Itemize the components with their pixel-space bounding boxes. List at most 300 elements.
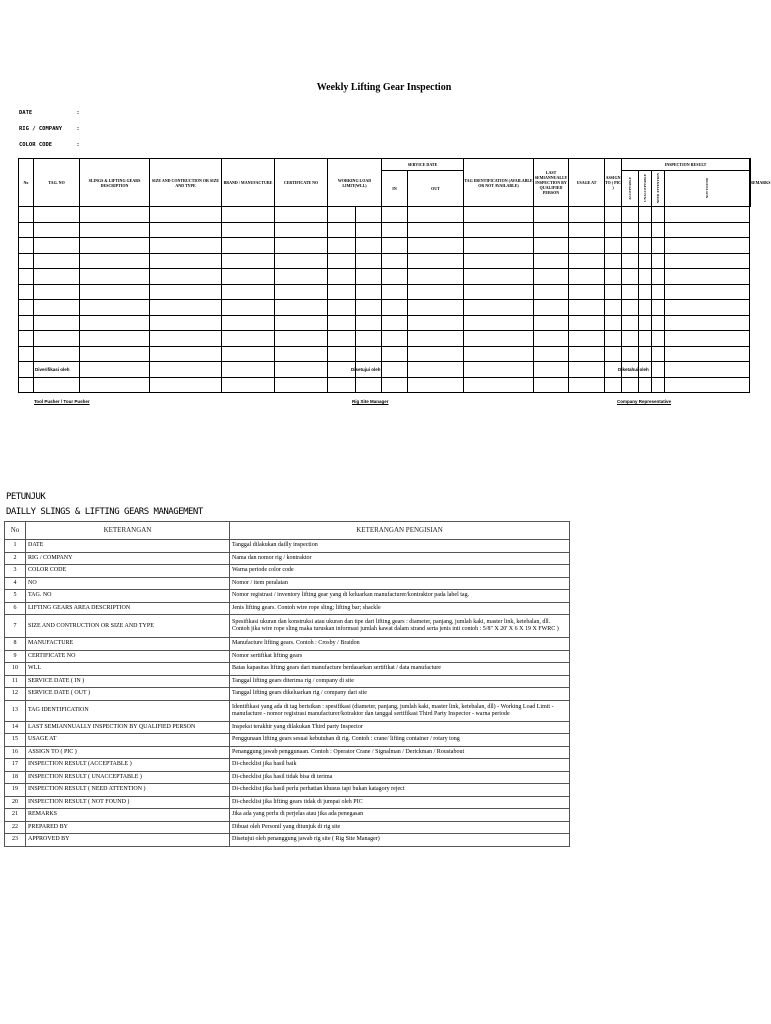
table-cell[interactable] xyxy=(80,377,150,393)
table-cell[interactable] xyxy=(464,346,534,362)
table-cell[interactable] xyxy=(275,207,328,223)
table-cell[interactable] xyxy=(464,284,534,300)
guide-row-no: 16 xyxy=(5,746,26,759)
table-cell[interactable] xyxy=(150,269,222,285)
table-cell[interactable] xyxy=(328,269,356,285)
table-cell[interactable] xyxy=(605,331,622,347)
table-cell[interactable] xyxy=(652,346,665,362)
table-cell[interactable] xyxy=(569,284,605,300)
table-cell[interactable] xyxy=(222,300,275,316)
color-code-field: COLOR CODE : xyxy=(19,142,79,148)
table-cell[interactable] xyxy=(382,331,408,347)
table-cell[interactable] xyxy=(356,377,382,393)
table-cell[interactable] xyxy=(464,269,534,285)
table-cell[interactable] xyxy=(665,238,750,254)
table-cell[interactable] xyxy=(665,207,750,223)
col-unacceptable-header: UNACCEPTABLE xyxy=(642,174,647,202)
table-cell[interactable] xyxy=(328,300,356,316)
table-cell[interactable] xyxy=(665,300,750,316)
guide-row-no: 4 xyxy=(5,577,26,590)
table-cell[interactable] xyxy=(275,253,328,269)
table-row xyxy=(19,207,751,223)
table-cell[interactable] xyxy=(34,222,80,238)
table-cell[interactable] xyxy=(150,238,222,254)
table-cell[interactable] xyxy=(622,269,639,285)
table-cell[interactable] xyxy=(652,300,665,316)
table-cell[interactable] xyxy=(408,362,464,378)
guide-row-pengisian: Di-checklist jika hasil perlu perhatian khusus tapi bukan katagory reject xyxy=(230,784,570,797)
table-cell[interactable] xyxy=(464,300,534,316)
table-cell[interactable] xyxy=(534,284,569,300)
table-cell[interactable] xyxy=(80,346,150,362)
guide-col-keterangan: KETERANGAN xyxy=(26,522,230,540)
col-usage-header: USAGE AT xyxy=(569,159,605,207)
table-cell[interactable] xyxy=(382,300,408,316)
table-cell[interactable] xyxy=(34,315,80,331)
guide-row-keterangan: INSPECTION RESULT ( UNACCEPTABLE ) xyxy=(26,771,230,784)
table-cell[interactable] xyxy=(150,284,222,300)
table-cell[interactable] xyxy=(80,238,150,254)
guide-row-no: 11 xyxy=(5,675,26,688)
table-cell[interactable] xyxy=(569,362,605,378)
table-cell[interactable] xyxy=(222,253,275,269)
table-cell[interactable] xyxy=(80,315,150,331)
table-cell[interactable] xyxy=(34,377,80,393)
guide-row-no: 3 xyxy=(5,565,26,578)
list-item xyxy=(5,746,570,759)
table-cell[interactable] xyxy=(605,238,622,254)
table-cell[interactable] xyxy=(665,253,750,269)
table-cell[interactable] xyxy=(356,284,382,300)
table-cell[interactable] xyxy=(34,346,80,362)
table-cell[interactable] xyxy=(569,315,605,331)
table-row xyxy=(19,315,751,331)
petunjuk-table xyxy=(4,521,570,847)
table-cell[interactable] xyxy=(605,284,622,300)
table-row xyxy=(19,300,751,316)
table-row xyxy=(19,331,751,347)
table-cell[interactable] xyxy=(328,377,356,393)
table-cell[interactable] xyxy=(34,300,80,316)
table-cell[interactable] xyxy=(652,331,665,347)
guide-row-no: 20 xyxy=(5,796,26,809)
table-cell[interactable] xyxy=(569,238,605,254)
table-cell[interactable] xyxy=(639,253,652,269)
table-cell[interactable] xyxy=(534,377,569,393)
table-cell[interactable] xyxy=(19,346,34,362)
table-cell[interactable] xyxy=(652,362,665,378)
table-cell[interactable] xyxy=(382,362,408,378)
table-cell[interactable] xyxy=(34,331,80,347)
table-cell[interactable] xyxy=(605,222,622,238)
rig-company-field: RIG / COMPANY : xyxy=(19,126,79,132)
service-date-header: SERVICE DATE xyxy=(382,159,464,171)
table-cell[interactable] xyxy=(665,315,750,331)
table-cell[interactable] xyxy=(464,377,534,393)
table-cell[interactable] xyxy=(534,207,569,223)
table-cell[interactable] xyxy=(605,253,622,269)
guide-row-pengisian: Nomor sertifikat lifting gears xyxy=(230,650,570,663)
table-cell[interactable] xyxy=(534,238,569,254)
guide-row-pengisian: Spesifikasi ukuran dan konstruksi atau ukuran dan tipe dari lifting gears : diameter, panjang, jumlah kaki, master link, ketebalan, dll. Contoh jika wire rope sling maka turuskan informasi jumlah kawat dalam strand serta jenis inti contoh : 5/8" X 20' X 6 X 19 X FWRC ) xyxy=(230,615,570,638)
col-semi-header: LAST SEMIANNUALLY INSPECTION BY QUALIFIED PERSON xyxy=(534,159,569,207)
table-cell[interactable] xyxy=(382,238,408,254)
table-cell[interactable] xyxy=(639,222,652,238)
table-cell[interactable] xyxy=(569,377,605,393)
table-cell[interactable] xyxy=(534,269,569,285)
table-cell[interactable] xyxy=(222,331,275,347)
table-cell[interactable] xyxy=(534,346,569,362)
table-cell[interactable] xyxy=(382,377,408,393)
table-cell[interactable] xyxy=(639,238,652,254)
table-cell[interactable] xyxy=(639,269,652,285)
guide-row-keterangan: WLL xyxy=(26,663,230,676)
table-cell[interactable] xyxy=(275,362,328,378)
table-cell[interactable] xyxy=(665,222,750,238)
list-item xyxy=(5,650,570,663)
table-cell[interactable] xyxy=(534,222,569,238)
table-cell[interactable] xyxy=(652,284,665,300)
table-cell[interactable] xyxy=(19,269,34,285)
table-cell[interactable] xyxy=(222,346,275,362)
table-cell[interactable] xyxy=(34,253,80,269)
table-cell[interactable] xyxy=(19,253,34,269)
table-cell[interactable] xyxy=(150,222,222,238)
table-cell[interactable] xyxy=(382,269,408,285)
list-item xyxy=(5,552,570,565)
table-cell[interactable] xyxy=(639,331,652,347)
table-cell[interactable] xyxy=(605,346,622,362)
guide-col-pengisian: KETERANGAN PENGISIAN xyxy=(230,522,570,540)
table-cell[interactable] xyxy=(652,377,665,393)
col-acceptable-header: ACCEPTABLE xyxy=(627,176,632,200)
table-cell[interactable] xyxy=(80,284,150,300)
guide-row-keterangan: INSPECTION RESULT ( NOT FOUND ) xyxy=(26,796,230,809)
table-cell[interactable] xyxy=(275,346,328,362)
table-cell[interactable] xyxy=(622,300,639,316)
approved-signature-label: Disetujui oleh xyxy=(351,367,381,372)
inspection-table xyxy=(18,158,771,393)
guide-row-keterangan: NO xyxy=(26,577,230,590)
list-item xyxy=(5,663,570,676)
table-cell[interactable] xyxy=(639,346,652,362)
inspection-result-header: INSPECTION RESULT xyxy=(622,159,750,171)
table-cell[interactable] xyxy=(622,284,639,300)
witness-signature-label: Diketahui oleh xyxy=(618,367,649,372)
table-cell[interactable] xyxy=(408,222,464,238)
table-cell[interactable] xyxy=(569,269,605,285)
table-cell[interactable] xyxy=(382,315,408,331)
guide-row-keterangan: APPROVED BY xyxy=(26,834,230,847)
guide-row-keterangan: ASSIGN TO ( PIC ) xyxy=(26,746,230,759)
petunjuk-heading: PETUNJUK xyxy=(6,492,46,502)
table-cell[interactable] xyxy=(639,207,652,223)
guide-row-pengisian: Tanggal lifting gears diterima rig / company di site xyxy=(230,675,570,688)
guide-row-pengisian: Di-checklist jika hasil baik xyxy=(230,759,570,772)
guide-row-no: 22 xyxy=(5,821,26,834)
table-cell[interactable] xyxy=(464,362,534,378)
col-slings-header: SLINGS & LIFTING GEARS DESCRIPTION xyxy=(80,159,150,207)
date-label: DATE xyxy=(19,110,33,116)
table-cell[interactable] xyxy=(622,315,639,331)
table-cell[interactable] xyxy=(328,284,356,300)
table-cell[interactable] xyxy=(222,238,275,254)
table-cell[interactable] xyxy=(222,207,275,223)
table-cell[interactable] xyxy=(622,346,639,362)
guide-row-keterangan: RIG / COMPANY xyxy=(26,552,230,565)
guide-row-no: 1 xyxy=(5,540,26,553)
table-cell[interactable] xyxy=(328,315,356,331)
table-cell[interactable] xyxy=(652,207,665,223)
table-cell[interactable] xyxy=(34,207,80,223)
table-cell[interactable] xyxy=(408,269,464,285)
table-cell[interactable] xyxy=(605,207,622,223)
table-cell[interactable] xyxy=(652,253,665,269)
table-cell[interactable] xyxy=(605,269,622,285)
table-cell[interactable] xyxy=(605,300,622,316)
table-cell[interactable] xyxy=(80,300,150,316)
table-cell[interactable] xyxy=(569,222,605,238)
table-cell[interactable] xyxy=(275,284,328,300)
table-cell[interactable] xyxy=(569,253,605,269)
guide-row-keterangan: USAGE AT xyxy=(26,734,230,747)
list-item xyxy=(5,615,570,638)
table-cell[interactable] xyxy=(356,300,382,316)
table-cell[interactable] xyxy=(408,207,464,223)
table-cell[interactable] xyxy=(328,253,356,269)
table-cell[interactable] xyxy=(150,253,222,269)
table-cell[interactable] xyxy=(408,346,464,362)
guide-row-keterangan: LIFTING GEARS AREA DESCRIPTION xyxy=(26,602,230,615)
table-cell[interactable] xyxy=(464,253,534,269)
table-cell[interactable] xyxy=(80,362,150,378)
table-cell[interactable] xyxy=(639,377,652,393)
table-cell[interactable] xyxy=(275,315,328,331)
table-cell[interactable] xyxy=(382,346,408,362)
table-cell[interactable] xyxy=(534,315,569,331)
table-cell[interactable] xyxy=(569,207,605,223)
table-cell[interactable] xyxy=(356,331,382,347)
table-cell[interactable] xyxy=(569,346,605,362)
table-cell[interactable] xyxy=(652,238,665,254)
table-cell[interactable] xyxy=(275,300,328,316)
table-cell[interactable] xyxy=(19,377,34,393)
table-cell[interactable] xyxy=(408,284,464,300)
table-cell[interactable] xyxy=(356,315,382,331)
table-cell[interactable] xyxy=(605,315,622,331)
table-cell[interactable] xyxy=(408,315,464,331)
table-row xyxy=(19,377,751,393)
table-cell[interactable] xyxy=(408,300,464,316)
table-cell[interactable] xyxy=(408,238,464,254)
table-cell[interactable] xyxy=(19,300,34,316)
list-item xyxy=(5,675,570,688)
col-remarks-header: REMARKS xyxy=(750,180,771,185)
guide-row-no: 7 xyxy=(5,615,26,638)
col-need-attention-header: NEED ATTENTION xyxy=(655,172,660,204)
table-cell[interactable] xyxy=(150,300,222,316)
table-cell[interactable] xyxy=(665,284,750,300)
table-cell[interactable] xyxy=(622,207,639,223)
table-cell[interactable] xyxy=(622,331,639,347)
table-cell[interactable] xyxy=(569,331,605,347)
table-cell[interactable] xyxy=(80,253,150,269)
guide-row-no: 10 xyxy=(5,663,26,676)
table-cell[interactable] xyxy=(665,269,750,285)
guide-row-no: 21 xyxy=(5,809,26,822)
col-tag-header: TAG. NO xyxy=(34,159,80,207)
table-cell[interactable] xyxy=(652,269,665,285)
list-item xyxy=(5,540,570,553)
table-cell[interactable] xyxy=(356,253,382,269)
table-cell[interactable] xyxy=(408,377,464,393)
table-cell[interactable] xyxy=(19,284,34,300)
table-cell[interactable] xyxy=(408,331,464,347)
list-item xyxy=(5,590,570,603)
table-cell[interactable] xyxy=(639,300,652,316)
table-cell[interactable] xyxy=(222,269,275,285)
table-cell[interactable] xyxy=(356,238,382,254)
guide-row-pengisian: Jenis lifting gears. Contoh wire rope sling; lifting bar; shackle xyxy=(230,602,570,615)
table-cell[interactable] xyxy=(222,222,275,238)
table-cell[interactable] xyxy=(80,222,150,238)
table-cell[interactable] xyxy=(639,315,652,331)
table-cell[interactable] xyxy=(382,253,408,269)
table-cell[interactable] xyxy=(356,346,382,362)
table-cell[interactable] xyxy=(639,284,652,300)
guide-row-keterangan: PREPARED BY xyxy=(26,821,230,834)
list-item xyxy=(5,821,570,834)
table-cell[interactable] xyxy=(328,346,356,362)
table-cell[interactable] xyxy=(222,315,275,331)
table-cell[interactable] xyxy=(150,331,222,347)
table-cell[interactable] xyxy=(80,207,150,223)
list-item xyxy=(5,721,570,734)
table-cell[interactable] xyxy=(80,331,150,347)
table-cell[interactable] xyxy=(622,222,639,238)
table-cell[interactable] xyxy=(356,269,382,285)
list-item xyxy=(5,565,570,578)
table-cell[interactable] xyxy=(464,222,534,238)
table-cell[interactable] xyxy=(464,331,534,347)
guide-row-no: 9 xyxy=(5,650,26,663)
guide-row-pengisian: Nama dan nomor rig / kontraktor xyxy=(230,552,570,565)
table-cell[interactable] xyxy=(622,253,639,269)
table-cell[interactable] xyxy=(222,362,275,378)
table-cell[interactable] xyxy=(622,377,639,393)
col-tagid-header: TAG IDENTIFICATION (AVAILABLE OR NOT AVAILABLE) xyxy=(464,159,534,207)
guide-row-keterangan: INSPECTION RESULT ( NEED ATTENTION ) xyxy=(26,784,230,797)
table-cell[interactable] xyxy=(408,253,464,269)
table-cell[interactable] xyxy=(150,315,222,331)
guide-row-pengisian: Disetujui oleh penanggung jawab rig site ( Rig Site Manager) xyxy=(230,834,570,847)
table-cell[interactable] xyxy=(222,284,275,300)
table-cell[interactable] xyxy=(534,300,569,316)
table-cell[interactable] xyxy=(275,269,328,285)
list-item xyxy=(5,700,570,721)
table-cell[interactable] xyxy=(328,207,356,223)
table-cell[interactable] xyxy=(382,207,408,223)
table-cell[interactable] xyxy=(356,222,382,238)
table-cell[interactable] xyxy=(356,207,382,223)
table-cell[interactable] xyxy=(80,269,150,285)
list-item xyxy=(5,759,570,772)
list-item xyxy=(5,734,570,747)
table-cell[interactable] xyxy=(19,315,34,331)
table-cell[interactable] xyxy=(382,284,408,300)
guide-row-pengisian: Di-checklist jika hasil tidak bisa di terima xyxy=(230,771,570,784)
table-cell[interactable] xyxy=(328,222,356,238)
table-cell[interactable] xyxy=(534,331,569,347)
table-cell[interactable] xyxy=(19,207,34,223)
table-cell[interactable] xyxy=(222,377,275,393)
table-cell[interactable] xyxy=(34,284,80,300)
table-cell[interactable] xyxy=(464,315,534,331)
guide-row-keterangan: SERVICE DATE ( IN ) xyxy=(26,675,230,688)
guide-row-no: 6 xyxy=(5,602,26,615)
guide-row-keterangan: SIZE AND CONTRUCTION OR SIZE AND TYPE xyxy=(26,615,230,638)
table-cell[interactable] xyxy=(464,238,534,254)
table-cell[interactable] xyxy=(34,269,80,285)
petunjuk-table-body xyxy=(5,540,570,847)
table-cell[interactable] xyxy=(19,331,34,347)
table-cell[interactable] xyxy=(665,331,750,347)
table-cell[interactable] xyxy=(464,207,534,223)
table-row xyxy=(19,222,751,238)
table-row xyxy=(19,269,751,285)
table-cell[interactable] xyxy=(19,362,34,378)
table-cell[interactable] xyxy=(534,362,569,378)
table-cell[interactable] xyxy=(382,222,408,238)
guide-row-pengisian: Tanggal lifting gears dikeluarkan rig / company dari site xyxy=(230,688,570,701)
list-item xyxy=(5,577,570,590)
col-wll-header: WORKING LOAD LIMIT(WLL) xyxy=(328,159,382,207)
table-cell[interactable] xyxy=(275,377,328,393)
table-cell[interactable] xyxy=(665,362,750,378)
table-cell[interactable] xyxy=(150,362,222,378)
col-no-header: No xyxy=(19,159,34,207)
table-cell[interactable] xyxy=(665,377,750,393)
rig-company-label: RIG / COMPANY xyxy=(19,126,63,132)
guide-row-keterangan: COLOR CODE xyxy=(26,565,230,578)
table-cell[interactable] xyxy=(275,222,328,238)
table-cell[interactable] xyxy=(622,238,639,254)
table-cell[interactable] xyxy=(665,346,750,362)
table-cell[interactable] xyxy=(150,346,222,362)
table-cell[interactable] xyxy=(34,238,80,254)
table-cell[interactable] xyxy=(605,377,622,393)
table-cell[interactable] xyxy=(150,377,222,393)
list-item xyxy=(5,809,570,822)
table-cell[interactable] xyxy=(275,331,328,347)
table-cell[interactable] xyxy=(19,238,34,254)
guide-row-no: 18 xyxy=(5,771,26,784)
table-cell[interactable] xyxy=(652,315,665,331)
witness-role: Company Representative xyxy=(617,399,672,404)
table-cell[interactable] xyxy=(19,222,34,238)
table-cell[interactable] xyxy=(275,238,328,254)
table-cell[interactable] xyxy=(328,238,356,254)
table-cell[interactable] xyxy=(569,300,605,316)
guide-row-no: 17 xyxy=(5,759,26,772)
table-row xyxy=(19,238,751,254)
table-cell[interactable] xyxy=(150,207,222,223)
table-cell[interactable] xyxy=(652,222,665,238)
guide-col-no: No xyxy=(5,522,26,540)
table-cell[interactable] xyxy=(534,253,569,269)
guide-row-pengisian: Di-checklist jika lifting gears tidak di jumpai oleh PIC xyxy=(230,796,570,809)
table-cell[interactable] xyxy=(328,331,356,347)
